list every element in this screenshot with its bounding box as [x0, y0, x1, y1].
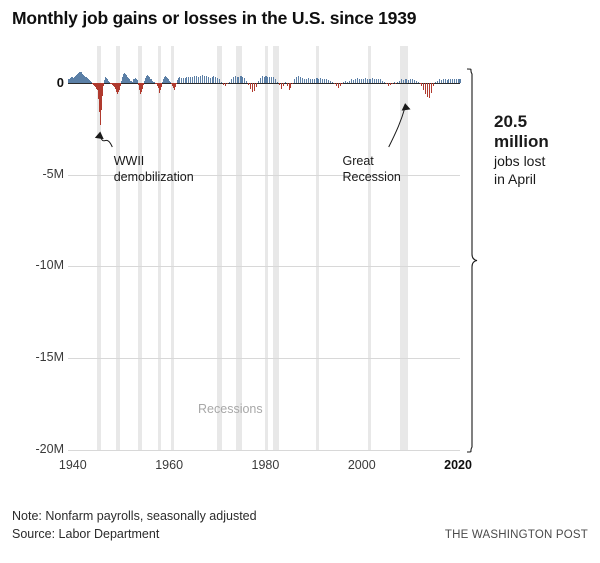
chart-bar [238, 77, 239, 82]
chart-bar [273, 77, 274, 82]
y-axis-tick-label: -10M [35, 258, 64, 273]
gridline [68, 450, 460, 451]
gridline [68, 358, 460, 359]
y-axis-tick-label: -20M [35, 442, 64, 456]
chart-bar [416, 81, 417, 83]
chart-bar [367, 79, 368, 83]
chart-bar [279, 83, 280, 85]
chart-bar [227, 83, 228, 85]
chart-bar [217, 78, 218, 83]
chart-bar [244, 78, 245, 82]
chart-bar [196, 76, 197, 83]
annotation-gr-line2: Recession [342, 169, 401, 184]
chart-bar [421, 83, 422, 86]
chart-bar [258, 81, 259, 83]
chart-bar [403, 80, 404, 83]
callout-unit: million [494, 132, 549, 152]
chart-bar [439, 79, 440, 82]
chart-bar [229, 82, 230, 83]
chart-footer [12, 507, 588, 543]
chart-bar [213, 76, 214, 83]
chart-bar [308, 78, 309, 83]
chart-bar [275, 79, 276, 83]
chart-bar [292, 83, 293, 84]
chart-bar [161, 83, 162, 87]
chart-bar [310, 79, 311, 83]
gridline [68, 83, 460, 84]
chart-bar [250, 83, 251, 89]
recession-band [236, 46, 242, 450]
chart-bar [445, 79, 446, 82]
chart-bar [233, 77, 234, 83]
annotation-wwii-line2: demobilization [113, 169, 194, 184]
chart-bar [397, 82, 398, 83]
recession-band [138, 46, 142, 450]
gridline [68, 266, 460, 267]
chart-bar [420, 83, 421, 84]
chart-bar [408, 80, 409, 83]
chart-bar [192, 77, 193, 83]
chart-bar [324, 79, 325, 82]
chart-bar [361, 79, 362, 82]
chart-bar [200, 76, 201, 83]
chart-bar [382, 81, 383, 83]
chart-bar [179, 77, 180, 83]
chart-bar [271, 77, 272, 83]
chart-bar [372, 78, 373, 83]
chart-bar [448, 79, 449, 82]
chart-bar [210, 78, 211, 83]
chart-bar [300, 77, 301, 83]
chart-bar [414, 80, 415, 83]
chart-bar [202, 75, 203, 83]
chart-bar [336, 83, 337, 86]
chart-bar [363, 79, 364, 83]
chart-bar [290, 83, 291, 88]
chart-bar [252, 83, 253, 93]
chart-bar [406, 79, 407, 82]
chart-bar [332, 82, 333, 83]
chart-bar [176, 83, 177, 84]
chart-bar [412, 79, 413, 83]
recessions-label: Recessions [198, 402, 263, 417]
chart-bar [435, 82, 436, 83]
chart-bar [318, 79, 319, 83]
y-axis-tick-label: -15M [35, 350, 64, 365]
chart-bar [410, 79, 411, 82]
chart-bar [418, 82, 419, 83]
chart-bar [380, 79, 381, 82]
annotation-wwii-line1: WWII [113, 154, 145, 169]
chart-bar [231, 79, 232, 83]
chart-bar [347, 82, 348, 83]
recession-band [273, 46, 280, 450]
callout-line3: in April [494, 171, 537, 188]
chart-bar [370, 79, 371, 83]
chart-bar [369, 79, 370, 82]
chart-bar [378, 79, 379, 83]
chart-bar [349, 81, 350, 83]
chart-bar [384, 82, 385, 83]
chart-bar [212, 77, 213, 83]
chart-bar [365, 78, 366, 83]
recession-band [217, 46, 222, 450]
chart-bar [330, 81, 331, 83]
footnote-source: Source: Labor Department [12, 527, 160, 542]
chart-bar [338, 83, 339, 88]
chart-bar [235, 76, 236, 83]
chart-bar [304, 79, 305, 83]
chart-bar [314, 79, 315, 83]
chart-plot-area [68, 46, 460, 450]
y-axis-tick-label: 0 [56, 74, 64, 90]
publisher-credit: THE WASHINGTON POST [444, 529, 588, 541]
chart-bar [248, 83, 249, 85]
chart-bar [460, 79, 461, 82]
chart-bar [287, 83, 288, 86]
chart-bar [427, 83, 428, 97]
chart-bar [429, 83, 430, 98]
chart-bar [343, 82, 344, 83]
chart-bar [306, 79, 307, 83]
chart-bar [298, 76, 299, 83]
chart-bar [242, 77, 243, 83]
chart-bar [296, 77, 297, 83]
chart-bar [394, 82, 395, 83]
callout-jobs-lost [494, 112, 594, 188]
chart-bar [219, 79, 220, 82]
chart-bar [392, 83, 393, 84]
x-axis-tick-label: 2020 [444, 458, 472, 472]
chart-bar [264, 77, 265, 83]
chart-bar [206, 76, 207, 82]
annotation-great-recession [342, 154, 400, 185]
chart-bar [237, 77, 238, 83]
chart-bar [353, 80, 354, 83]
chart-bar [454, 79, 455, 82]
chart-bar [221, 82, 222, 83]
chart-bar [181, 78, 182, 83]
chart-bar [312, 79, 313, 82]
chart-bar [194, 76, 195, 82]
chart-bar [267, 77, 268, 83]
chart-bar [223, 83, 224, 85]
chart-bar [320, 78, 321, 83]
recession-band [316, 46, 319, 450]
chart-bar [425, 83, 426, 94]
chart-bar [351, 79, 352, 82]
chart-bar [283, 83, 284, 86]
chart-bar [143, 83, 144, 86]
x-axis-tick-label: 2000 [347, 458, 376, 472]
chart-bar [399, 81, 400, 83]
chart-bar [388, 83, 389, 86]
y-axis-tick-label: -5M [42, 166, 64, 181]
callout-bracket [466, 68, 478, 453]
recession-band [265, 46, 267, 450]
chart-bar [357, 78, 358, 83]
x-axis-tick-label: 1980 [251, 458, 280, 472]
recession-band [158, 46, 161, 450]
chart-bar [302, 78, 303, 83]
chart-bar [316, 78, 317, 83]
recession-band [116, 46, 120, 450]
chart-bar [103, 83, 104, 87]
chart-bar [281, 83, 282, 89]
chart-bar [401, 79, 402, 82]
chart-bar [215, 77, 216, 83]
recession-band [171, 46, 175, 450]
chart-bar [386, 83, 387, 84]
chart-bar [269, 77, 270, 82]
chart-bar [443, 79, 444, 83]
page-title: Monthly job gains or losses in the U.S. since 1939 [12, 8, 417, 28]
chart-bar [355, 79, 356, 83]
annotation-wwii [114, 154, 194, 185]
footnote-note: Note: Nonfarm payrolls, seasonally adjusted [12, 509, 257, 523]
chart-bar [186, 77, 187, 83]
chart-bar [204, 76, 205, 83]
footer-divider [12, 498, 588, 499]
chart-bar [225, 83, 226, 86]
chart-bar [374, 79, 375, 83]
chart-bar [334, 83, 335, 84]
chart-bar [289, 83, 290, 91]
x-axis-tick-label: 1960 [155, 458, 184, 472]
chart-bar [322, 79, 323, 83]
callout-value: 20.5 [494, 112, 528, 131]
chart-bar [188, 77, 189, 83]
chart-bar [208, 77, 209, 83]
chart-bar [198, 77, 199, 83]
chart-bar [450, 79, 451, 83]
chart-bar [441, 80, 442, 83]
recession-band [368, 46, 371, 450]
chart-bar [183, 78, 184, 82]
chart-bar [262, 76, 263, 82]
chart-bar [277, 82, 278, 83]
chart-bar [359, 79, 360, 83]
chart-bar [120, 83, 121, 86]
chart-bar [433, 83, 434, 86]
chart-bar [395, 83, 396, 84]
chart-bar [294, 79, 295, 82]
chart-bar [345, 81, 346, 83]
chart-bar [431, 83, 432, 93]
annotation-gr-line1: Great [342, 154, 374, 169]
chart-bar [285, 82, 286, 83]
chart-bar [328, 80, 329, 83]
chart-bar [437, 81, 438, 83]
chart-bar [390, 83, 391, 85]
chart-bar [260, 78, 261, 83]
chart-bar [340, 83, 341, 86]
chart-bar [423, 83, 424, 90]
chart-bar [254, 83, 255, 91]
recession-band [400, 46, 408, 450]
chart-bar [452, 79, 453, 83]
chart-bar [456, 79, 457, 83]
x-axis-tick-label: 1940 [58, 458, 87, 472]
chart-bar [246, 81, 247, 83]
chart-bar [342, 83, 343, 84]
chart-bar [376, 79, 377, 82]
chart-bar [447, 80, 448, 83]
chart-bar [190, 77, 191, 82]
chart-bar [326, 79, 327, 83]
chart-bar [185, 78, 186, 83]
callout-line2: jobs lost [494, 153, 546, 170]
chart-bar [256, 83, 257, 87]
